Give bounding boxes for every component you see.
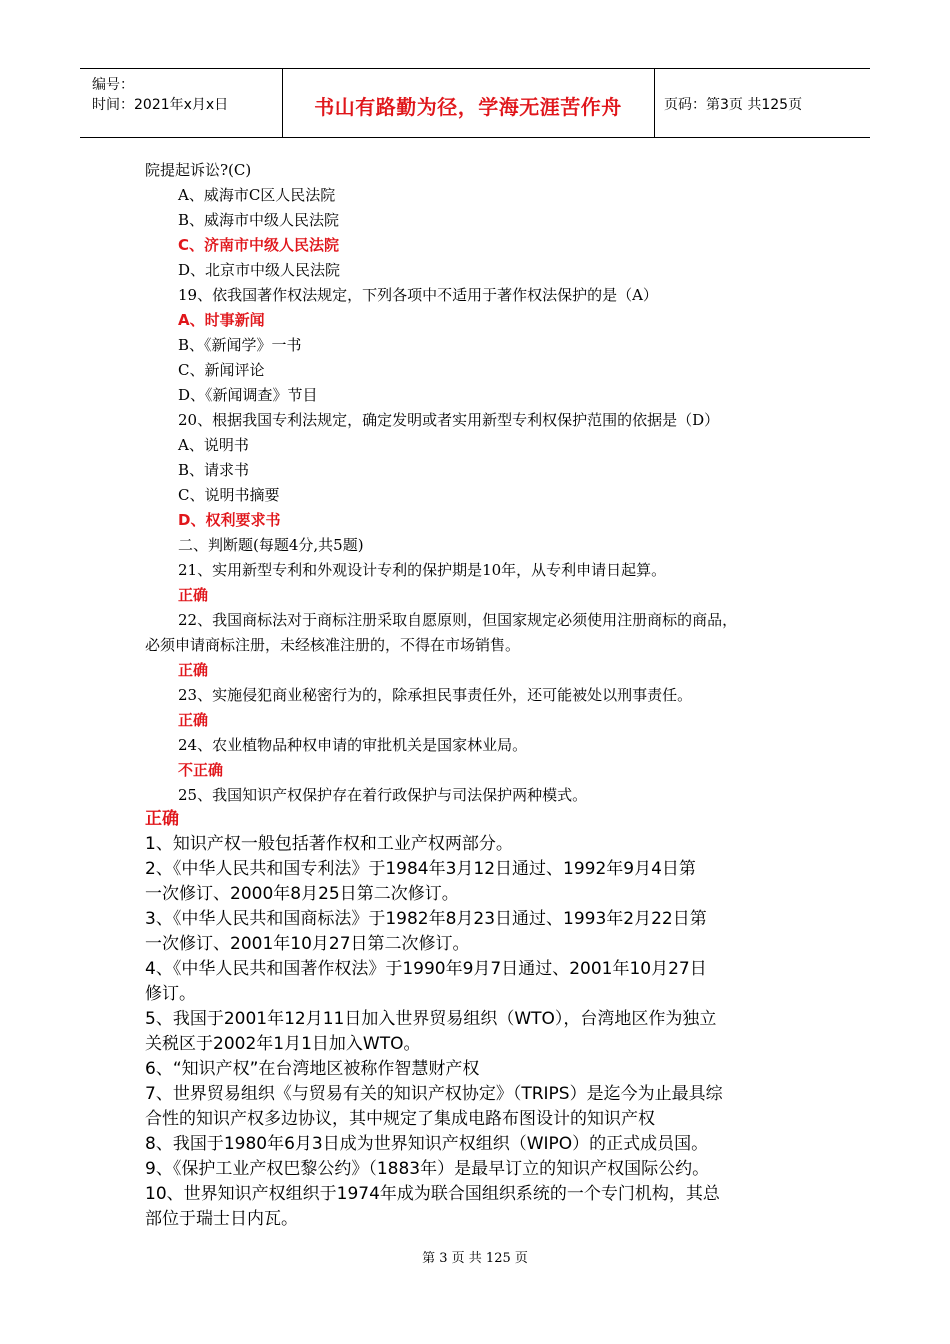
option-line: D、《新闻调查》节目 [178, 386, 318, 404]
question-line: 20、根据我国专利法规定，确定发明或者实用新型专利权保护范围的依据是（D） [178, 411, 720, 429]
note-line: 6、“知识产权”在台湾地区被称作智慧财产权 [145, 1059, 480, 1079]
note-line: 5、我国于2001年12月11日加入世界贸易组织（WTO），台湾地区作为独立 [145, 1009, 717, 1029]
answer-label: 正确 [145, 809, 179, 829]
note-line: 合性的知识产权多边协议，其中规定了集成电路布图设计的知识产权 [145, 1109, 655, 1129]
answer-label: 正确 [178, 586, 209, 604]
note-line: 1、知识产权一般包括著作权和工业产权两部分。 [145, 834, 513, 854]
note-line: 关税区于2002年1月1日加入WTO。 [145, 1034, 421, 1054]
answer-option: D、权利要求书 [178, 511, 281, 529]
note-line: 9、《保护工业产权巴黎公约》（1883年）是最早订立的知识产权国际公约。 [145, 1159, 710, 1179]
answer-option: C、济南市中级人民法院 [178, 236, 340, 254]
note-line: 4、《中华人民共和国著作权法》于1990年9月7日通过、2001年10月27日 [145, 959, 707, 979]
answer-label: 不正确 [178, 761, 224, 779]
note-line: 部位于瑞士日内瓦。 [145, 1209, 298, 1229]
answer-label: 正确 [178, 711, 209, 729]
header-motto: 书山有路勤为径，学海无涯苦作舟 [314, 95, 622, 119]
option-line: B、《新闻学》一书 [178, 336, 302, 354]
note-line: 修订。 [145, 984, 196, 1004]
note-line: 10、世界知识产权组织于1974年成为联合国组织系统的一个专门机构，其总 [145, 1184, 720, 1204]
option-line: B、威海市中级人民法院 [178, 211, 340, 229]
option-line: B、请求书 [178, 461, 250, 479]
question-line: 23、实施侵犯商业秘密行为的，除承担民事责任外，还可能被处以刑事责任。 [178, 686, 693, 704]
header-motto-cell [282, 69, 655, 137]
question-line: 必须申请商标注册，未经核准注册的，不得在市场销售。 [145, 636, 521, 654]
option-line: D、北京市中级人民法院 [178, 261, 341, 279]
section-heading: 二、判断题(每题4分,共5题) [178, 536, 364, 554]
note-line: 一次修订、2000年8月25日第二次修订。 [145, 884, 459, 904]
option-line: A、说明书 [178, 436, 249, 454]
note-line: 7、世界贸易组织《与贸易有关的知识产权协定》（TRIPS）是迄今为止最具综 [145, 1084, 723, 1104]
note-line: 8、我国于1980年6月3日成为世界知识产权组织（WIPO）的正式成员国。 [145, 1134, 709, 1154]
document-date-label: 时间：2021年x月x日 [92, 97, 229, 113]
answer-label: 正确 [178, 661, 209, 679]
question-line: 25、我国知识产权保护存在着行政保护与司法保护两种模式。 [178, 786, 588, 804]
header-meta-cell [80, 69, 283, 137]
note-line: 一次修订、2001年10月27日第二次修订。 [145, 934, 470, 954]
note-line: 2、《中华人民共和国专利法》于1984年3月12日通过、1992年9月4日第 [145, 859, 696, 879]
question-line: 院提起诉讼?(C) [145, 161, 252, 179]
page-footer: 第 3 页 共 125 页 [422, 1251, 528, 1266]
page-header [80, 68, 870, 138]
document-number-label: 编号： [92, 77, 134, 93]
question-line: 22、我国商标法对于商标注册采取自愿原则，但国家规定必须使用注册商标的商品， [178, 611, 738, 629]
option-line: C、新闻评论 [178, 361, 265, 379]
question-line: 24、农业植物品种权申请的审批机关是国家林业局。 [178, 736, 528, 754]
answer-option: A、时事新闻 [178, 311, 265, 329]
question-line: 19、依我国著作权法规定，下列各项中不适用于著作权法保护的是（A） [178, 286, 658, 304]
question-line: 21、实用新型专利和外观设计专利的保护期是10年，从专利申请日起算。 [178, 561, 667, 579]
option-line: A、威海市C区人民法院 [178, 186, 336, 204]
note-line: 3、《中华人民共和国商标法》于1982年8月23日通过、1993年2月22日第 [145, 909, 707, 929]
option-line: C、说明书摘要 [178, 486, 280, 504]
header-page-count: 页码：第3页 共125页 [664, 97, 803, 113]
header-page-cell [654, 69, 870, 137]
